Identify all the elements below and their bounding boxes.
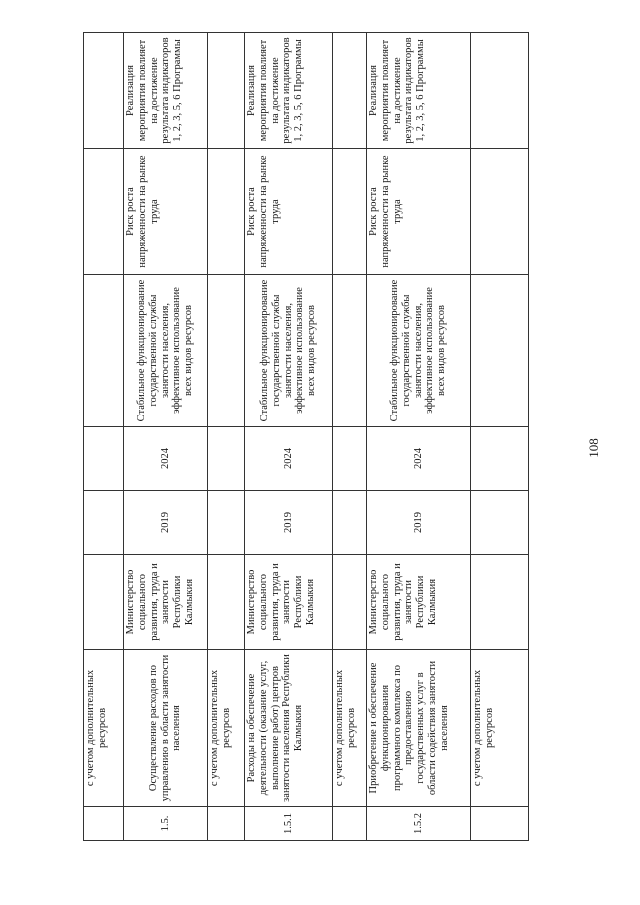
risk-cell: Риск роста напряженности на рынке труда — [245, 149, 333, 275]
start-year-cell: 2019 — [124, 491, 208, 555]
row-number — [208, 807, 245, 841]
start-year-cell — [471, 491, 529, 555]
table-row — [471, 33, 529, 841]
indicator-link-cell: Реализация мероприятия повлияет на достижение результата индикаторов 1, 2, 3, 5, 6 Программы — [367, 33, 471, 149]
table-row — [333, 33, 367, 841]
indicator-link-cell — [84, 33, 124, 149]
activities-table — [83, 32, 529, 841]
executor-cell — [84, 555, 124, 650]
result-cell: Стабильное функционирование государственной службы занятости населения, эффективное использование всех видов ресурсов — [245, 275, 333, 427]
activity-cell: Расходы на обеспечение деятельности (оказание услуг, выполнение работ) центров занятости населения Республики Калмыкия — [245, 650, 333, 807]
indicator-link-cell: Реализация мероприятия повлияет на достижение результата индикаторов 1, 2, 3, 5, 6 Программы — [124, 33, 208, 149]
row-number — [471, 807, 529, 841]
executor-cell: Министерство социального развития, труда и занятости Республики Калмыкия — [124, 555, 208, 650]
result-cell: Стабильное функционирование государственной службы занятости населения, эффективное использование всех видов ресурсов — [124, 275, 208, 427]
risk-cell — [333, 149, 367, 275]
indicator-link-cell — [333, 33, 367, 149]
indicator-link-cell: Реализация мероприятия повлияет на достижение результата индикаторов 1, 2, 3, 5, 6 Программы — [245, 33, 333, 149]
start-year-cell: 2019 — [245, 491, 333, 555]
table-row — [208, 33, 245, 841]
indicator-link-cell — [471, 33, 529, 149]
risk-cell — [471, 149, 529, 275]
activity-cell: с учетом дополнительных ресурсов — [333, 650, 367, 807]
executor-cell: Министерство социального развития, труда и занятости Республики Калмыкия — [245, 555, 333, 650]
end-year-cell — [333, 427, 367, 491]
start-year-cell: 2019 — [367, 491, 471, 555]
executor-cell — [208, 555, 245, 650]
executor-cell — [471, 555, 529, 650]
row-number — [333, 807, 367, 841]
row-number: 1.5.1 — [245, 807, 333, 841]
row-number — [84, 807, 124, 841]
row-number: 1.5. — [124, 807, 208, 841]
table-row — [367, 33, 471, 841]
risk-cell — [208, 149, 245, 275]
activity-cell: с учетом дополнительных ресурсов — [208, 650, 245, 807]
table-row — [124, 33, 208, 841]
page-number: 108 — [585, 438, 601, 458]
row-number: 1.5.2 — [367, 807, 471, 841]
activity-cell: Осуществление расходов по управлению в области занятости населения — [124, 650, 208, 807]
result-cell — [333, 275, 367, 427]
result-cell — [84, 275, 124, 427]
end-year-cell — [208, 427, 245, 491]
indicator-link-cell — [208, 33, 245, 149]
start-year-cell — [84, 491, 124, 555]
risk-cell: Риск роста напряженности на рынке труда — [124, 149, 208, 275]
executor-cell: Министерство социального развития, труда и занятости Республики Калмыкия — [367, 555, 471, 650]
result-cell — [471, 275, 529, 427]
landscape-sheet — [83, 33, 528, 841]
end-year-cell — [471, 427, 529, 491]
start-year-cell — [333, 491, 367, 555]
risk-cell — [84, 149, 124, 275]
table-row — [245, 33, 333, 841]
end-year-cell — [84, 427, 124, 491]
activity-cell: с учетом дополнительных ресурсов — [84, 650, 124, 807]
result-cell — [208, 275, 245, 427]
start-year-cell — [208, 491, 245, 555]
executor-cell — [333, 555, 367, 650]
table-row — [84, 33, 124, 841]
activity-cell: с учетом дополнительных ресурсов — [471, 650, 529, 807]
activity-cell: Приобретение и обеспечение функционирования программного комплекса по предоставлению государственных услуг в области содействия занятости населения — [367, 650, 471, 807]
end-year-cell: 2024 — [124, 427, 208, 491]
risk-cell: Риск роста напряженности на рынке труда — [367, 149, 471, 275]
end-year-cell: 2024 — [245, 427, 333, 491]
result-cell: Стабильное функционирование государственной службы занятости населения, эффективное использование всех видов ресурсов — [367, 275, 471, 427]
end-year-cell: 2024 — [367, 427, 471, 491]
